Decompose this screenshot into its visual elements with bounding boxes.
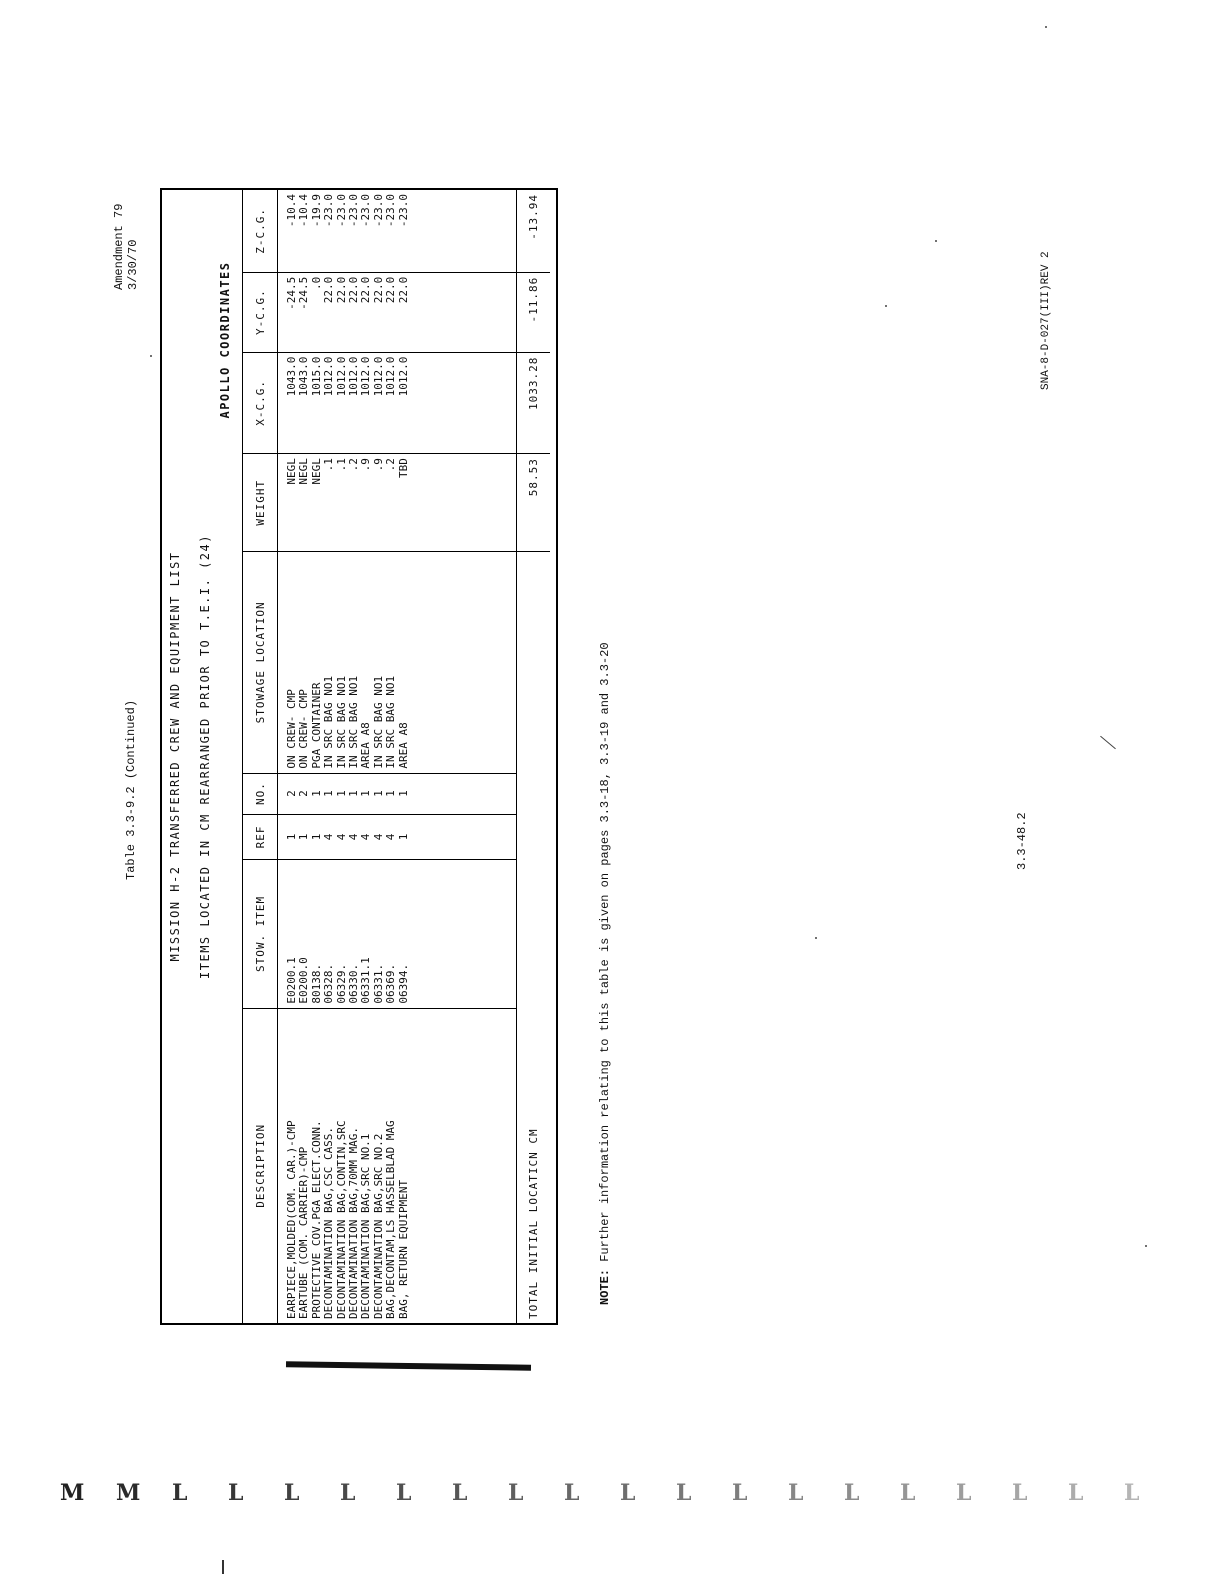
header-stow-item: STOW. ITEM	[243, 860, 278, 1008]
table-body-row	[278, 190, 517, 1323]
film-mark: L	[676, 1480, 692, 1506]
speck	[150, 355, 152, 357]
x-cg-column: 1043.0 1043.0 1015.0 1012.0 1012.0 1012.0 1012.0 1012.0 1012.0 1012.0	[278, 352, 517, 454]
total-y-cg: -11.86	[517, 272, 551, 352]
total-row	[517, 190, 551, 1323]
header-z-cg: Z-C.G.	[243, 190, 278, 272]
page-number: 3.3-48.2	[1015, 812, 1029, 870]
total-weight: 58.53	[517, 454, 551, 552]
equipment-table-card	[160, 188, 558, 1325]
film-mark: L	[172, 1480, 188, 1506]
speck	[1145, 1245, 1147, 1247]
film-mark: L	[732, 1480, 748, 1506]
film-mark: L	[900, 1480, 916, 1506]
film-mark: L	[788, 1480, 804, 1506]
document-id: SNA-8-D-027(III)REV 2	[1040, 251, 1052, 390]
header-ref: REF	[243, 814, 278, 860]
film-mark: L	[844, 1480, 860, 1506]
amendment-date: 3/30/70	[126, 239, 140, 290]
film-mark: L	[508, 1480, 524, 1506]
amendment-stamp	[112, 80, 140, 290]
description-column: EARPIECE,MOLDED(COM. CAR.)-CMP EARTUBE (COM. CARRIER)-CMP PROTECTIVE COV.PGA ELECT.CONN. DECONTAMINATION BAG,CSC CASS. DECONTAMINATION BAG,CONTIN,SRC DECONTAMINATION BAG,70MM MAG. DECONTAMINATION BAG,SRC NO.1 DECONTAMINATION BAG,SRC NO.2 BAG,DECONTAM,LS HASSELBLAD MAG BAG, RETURN EQUIPMENT	[285, 1120, 410, 1319]
weight-column: NEGL NEGL NEGL .1 .1 .2 .9 .9 .2 TBD	[278, 454, 517, 552]
scan-tick-mark	[222, 1560, 224, 1574]
film-strip-marks	[0, 1480, 1220, 1510]
speck	[1100, 736, 1116, 750]
header-description: DESCRIPTION	[243, 1008, 278, 1323]
header-x-cg: X-C.G.	[243, 352, 278, 454]
stow-item-column: E0200.1 E0200.0 80138. 06328. 06329. 06330. 06331.1 06331. 06369. 06394.	[278, 860, 517, 1008]
film-mark: L	[620, 1480, 636, 1506]
film-mark: L	[564, 1480, 580, 1506]
film-mark: L	[1068, 1480, 1084, 1506]
stowage-location-column: ON CREW- CMP ON CREW- CMP PGA CONTAINER IN SRC BAG NO1 IN SRC BAG NO1 IN SRC BAG NO1 AREA A8 IN SRC BAG NO1 IN SRC BAG NO1 AREA A8	[278, 552, 517, 773]
speck	[885, 305, 887, 307]
note-text: Further information relating to this table is given on pages 3.3-18, 3.3-19 and 3.3-20	[598, 642, 612, 1262]
film-mark: M	[116, 1480, 141, 1506]
z-cg-column: -10.4 -10.4 -19.9 -23.0 -23.0 -23.0 -23.0 -23.0 -23.0 -23.0	[278, 190, 517, 272]
table-title: MISSION H-2 TRANSFERRED CREW AND EQUIPMENT LIST	[168, 551, 182, 962]
header-no: NO.	[243, 773, 278, 814]
equipment-table	[242, 190, 550, 1323]
film-mark: L	[956, 1480, 972, 1506]
film-mark: L	[1012, 1480, 1028, 1506]
speck	[935, 240, 937, 242]
speck	[815, 937, 817, 939]
scan-bar-mark	[286, 1361, 531, 1370]
ref-column: 1 1 1 4 4 4 4 4 4 1	[278, 814, 517, 860]
header-y-cg: Y-C.G.	[243, 272, 278, 352]
table-note	[598, 485, 612, 1305]
table-caption: Table 3.3-9.2 (Continued)	[124, 699, 138, 880]
y-cg-column: -24.5 -24.5 .0 22.0 22.0 22.0 22.0 22.0 22.0 22.0	[278, 272, 517, 352]
note-label: NOTE:	[598, 1268, 612, 1305]
film-mark: L	[284, 1480, 300, 1506]
film-mark: L	[396, 1480, 412, 1506]
film-mark: L	[340, 1480, 356, 1506]
film-mark: M	[60, 1480, 85, 1506]
total-label: TOTAL INITIAL LOCATICN CM	[517, 552, 551, 1323]
header-row	[243, 190, 278, 1323]
header-stowage-location: STOWAGE LOCATION	[243, 552, 278, 773]
speck	[1045, 26, 1047, 28]
film-mark: L	[1124, 1480, 1140, 1506]
total-x-cg: 1033.28	[517, 352, 551, 454]
amendment-line: Amendment 79	[112, 203, 126, 290]
table-subtitle: ITEMS LOCATED IN CM REARRANGED PRIOR TO T.E.I. (24)	[198, 534, 212, 979]
film-mark: L	[228, 1480, 244, 1506]
total-z-cg: -13.94	[517, 190, 551, 272]
header-weight: WEIGHT	[243, 454, 278, 552]
film-mark: L	[452, 1480, 468, 1506]
coordinates-heading: APOLLO COORDINATES	[218, 261, 232, 419]
no-column: 2 2 1 1 1 1 1 1 1 1	[278, 773, 517, 814]
